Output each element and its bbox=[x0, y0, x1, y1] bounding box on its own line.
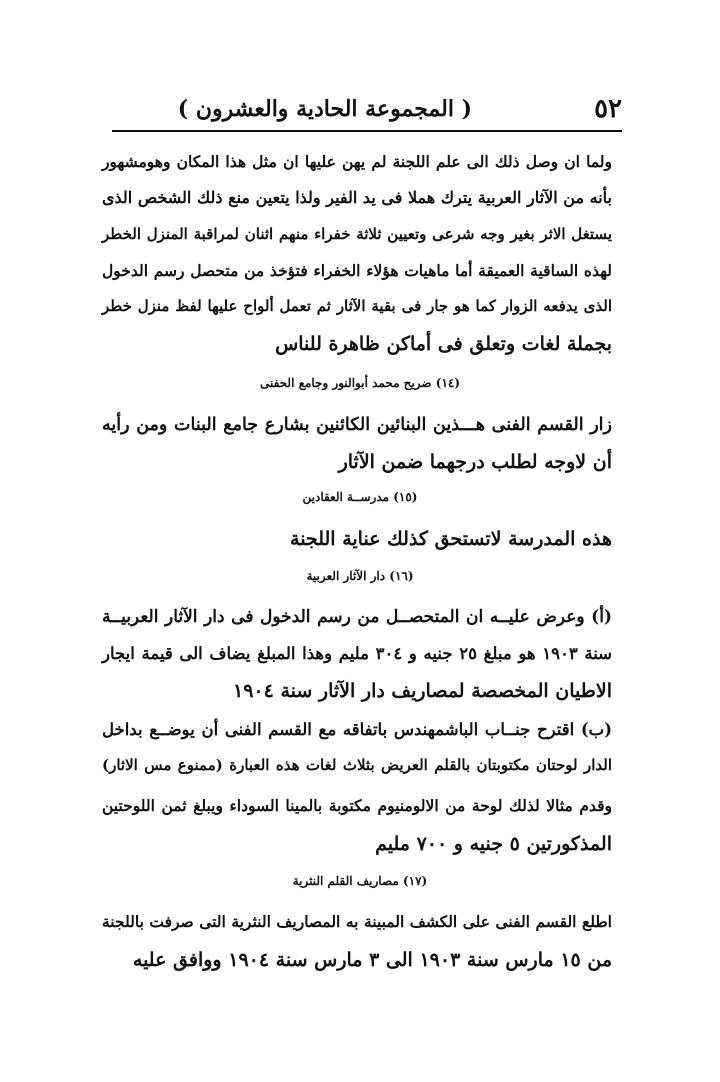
body-line: من ١٥ مارس سنة ١٩٠٣ الى ٣ مارس سنة ١٩٠٤ ووافق عليه bbox=[132, 949, 612, 971]
body-line: سنة ١٩٠٣ هو مبلغ ٢٥ جنيه و ٣٠٤ مليم وهذا المبلغ يضاف الى قيمة ايجار bbox=[102, 644, 612, 663]
body-line: اطلع القسم الفنى على الكشف المبينة به المصاريف النثرية التى صرفت باللجنة bbox=[102, 912, 612, 931]
section-heading: (١٧) مصاريف القلم النثرية bbox=[292, 874, 428, 888]
body-line: ولما ان وصل ذلك الى علم اللجنة لم يهن عليها ان مثل هذا المكان وهومشهور bbox=[102, 152, 612, 171]
running-title: ( المجموعة الحادية والعشرون ) bbox=[177, 96, 472, 122]
body-line: الاطيان المخصصة لمصاريف دار الآثار سنة ١٩٠٤ bbox=[233, 680, 612, 702]
header-rule bbox=[112, 130, 622, 132]
body-line: بجملة لغات وتعلق فى أماكن ظاهرة للناس bbox=[275, 333, 612, 355]
body-line: هذه المدرسة لاتستحق كذلك عناية اللجنة bbox=[290, 528, 612, 550]
page-number: ٥٢ bbox=[594, 94, 622, 124]
body-line: يستغل الاثر بغير وجه شرعى وتعيين ثلاثة خفراء منهم اثنان لمراقبة المنزل الخطر bbox=[102, 225, 612, 243]
body-line: بأنه من الآثار العربية يترك هملا فى يد الفير ولذا يتعين منع ذلك الشخص الذى bbox=[102, 188, 612, 207]
body-line: (ب) اقترح جنــاب الباشمهندس باتفاقه مع القسم الفنى أن يوضــع بداخل bbox=[102, 720, 612, 739]
body-line: زار القسم الفنى هـــذين البنائين الكائنين بشارع جامع البنات ومن رأيه bbox=[102, 415, 612, 435]
body-line: لهذه الساقية العميقة أما ماهيات هؤلاء الخفراء فتؤخذ من متحصل رسم الدخول bbox=[102, 261, 612, 280]
body-line: (أ) وعرض عليــه ان المتحصــل من رسم الدخول فى دار الآثار العربيــة bbox=[102, 607, 612, 627]
body-line: وقدم مثالا لذلك لوحة من الالومنيوم مكتوبة بالمينا السوداء ويبلغ ثمن اللوحتين bbox=[102, 796, 612, 815]
body-line: الدار لوحتان مكتوبتان بالقلم العريض بثلاث لغات هذه العبارة (ممنوع مس الاثار) bbox=[102, 756, 612, 774]
body-line: المذكورتين ٥ جنيه و ٧٠٠ مليم bbox=[375, 833, 612, 855]
body-line: أن لاوجه لطلب درجهما ضمن الآثار bbox=[338, 451, 612, 473]
section-heading: (١٦) دار الآثار العربية bbox=[306, 569, 414, 583]
section-heading: (١٥) مدرســة العقادين bbox=[302, 490, 418, 504]
page-header bbox=[112, 88, 622, 128]
section-heading: (١٤) ضريح محمد أبوالنور وجامع الحفنى bbox=[259, 376, 461, 390]
body-line: الذى يدفعه الزوار كما هو جار فى بقية الآثار ثم تعمل ألواح عليها لفظ منزل خطر bbox=[102, 297, 612, 315]
